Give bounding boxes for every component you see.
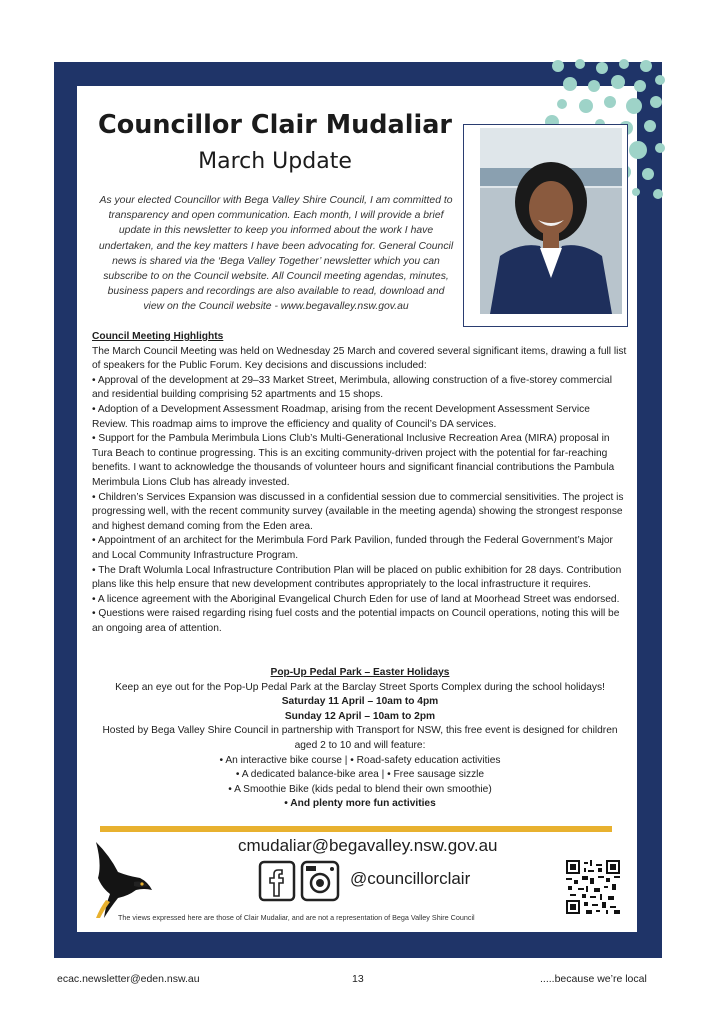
highlight-item: • The Draft Wolumla Local Infrastructure Contribution Plan will be placed on public exhibition for 28 days. Contribution plans like this help ensure that new development contributes appropriately to the local infrastructure it requires. (92, 564, 622, 591)
page-number: 13 (352, 973, 364, 985)
accent-divider (100, 826, 612, 832)
highlight-item: • Support for the Pambula Merimbula Lions Club’s Multi-Generational Inclusive Recreation Area (MIRA) proposal in Tura Beach to continue progressing. This is an exciting community-driven project with the potential for far-reaching benefits. I want to acknowledge the thousands of volunteer hours and significant financial contributions the Pambula Merimbula Lions Club has already invested. (92, 433, 615, 488)
social-handle[interactable]: @councillorclair (350, 869, 471, 888)
pedal-hosted: Hosted by Bega Valley Shire Council in partnership with Transport for NSW, this free event is designed for children aged 2 to 10 and will feature: (102, 725, 618, 751)
council-highlights (92, 330, 628, 636)
highlight-item: • A licence agreement with the Aboriginal Evangelical Church Eden for use of land at Moorhead Street was endorsed. (92, 593, 620, 605)
social-icons (258, 858, 342, 904)
pedal-feature: • An interactive bike course | • Road-safety education activities (219, 754, 501, 766)
page-subtitle: March Update (198, 149, 352, 174)
facebook-icon[interactable] (260, 862, 294, 900)
pedal-date-1: Saturday 11 April – 10am to 4pm (281, 696, 439, 708)
highlight-item: • Children’s Services Expansion was discussed in a confidential session due to commercial sensitivities. The project is progressing well, with the recent community survey (available in the meeting agenda) showing the strongest response and highest demand coming from the Eden area. (92, 491, 624, 532)
qr-code[interactable] (566, 860, 620, 914)
contact-email[interactable]: cmudaliar@begavalley.nsw.gov.au (238, 836, 498, 855)
pedal-closing: • And plenty more fun activities (284, 798, 436, 810)
pedal-feature: • A dedicated balance-bike area | • Free sausage sizzle (235, 769, 485, 781)
highlights-lead: The March Council Meeting was held on Wednesday 25 March and covered several significant items, drawing a full list of speakers for the Public Forum. Key decisions and discussions included: (92, 345, 627, 372)
footer-tagline: .....because we’re local (540, 973, 647, 985)
councillor-photo (480, 128, 622, 314)
page-title: Councillor Clair Mudaliar (98, 110, 452, 140)
highlights-heading: Council Meeting Highlights (92, 331, 224, 342)
pedal-park-section (92, 666, 628, 812)
intro-paragraph: As your elected Councillor with Bega Valley Shire Council, I am committed to transparency and open communication. Each month, I will provide a brief update in this newsletter to keep you informed about the work I have undertaken, and the key matters I have been advocating for. General Council news is shared via the ‘Bega Valley Together’ newsletter which you can subscribe to on the Council website. All Council meeting agendas, minutes, business papers and recordings are also available to read, download and view on the Council website - www.begavalley.nsw.gov.au (98, 195, 454, 313)
pedal-intro: Keep an eye out for the Pop-Up Pedal Park at the Barclay Street Sports Complex during the school holidays! (115, 681, 605, 693)
disclaimer: The views expressed here are those of Clair Mudaliar, and are not a representation of Bega Valley Shire Council (118, 913, 475, 922)
highlight-item: • Adoption of a Development Assessment Roadmap, arising from the recent Development Assessment Service Review. This roadmap aims to improve the efficiency and quality of Council’s DA services. (92, 403, 590, 430)
highlight-item: • Approval of the development at 29–33 Market Street, Merimbula, allowing construction of a five-storey commercial and residential building comprising 52 apartments and 15 shops. (92, 374, 612, 401)
pedal-date-2: Sunday 12 April – 10am to 2pm (284, 710, 436, 722)
cockatoo-icon (88, 838, 160, 920)
instagram-icon[interactable] (302, 862, 338, 900)
pedal-heading: Pop-Up Pedal Park – Easter Holidays (270, 667, 450, 678)
highlight-item: • Appointment of an architect for the Merimbula Ford Park Pavilion, funded through the Federal Government’s Major and Local Community Infrastructure Program. (92, 535, 613, 561)
pedal-feature: • A Smoothie Bike (kids pedal to blend their own smoothie) (228, 783, 492, 795)
footer-email[interactable]: ecac.newsletter@eden.nsw.au (57, 973, 200, 985)
highlight-item: • Questions were raised regarding rising fuel costs and the potential impacts on Council operations, noting this will be an ongoing area of attention. (92, 608, 620, 634)
